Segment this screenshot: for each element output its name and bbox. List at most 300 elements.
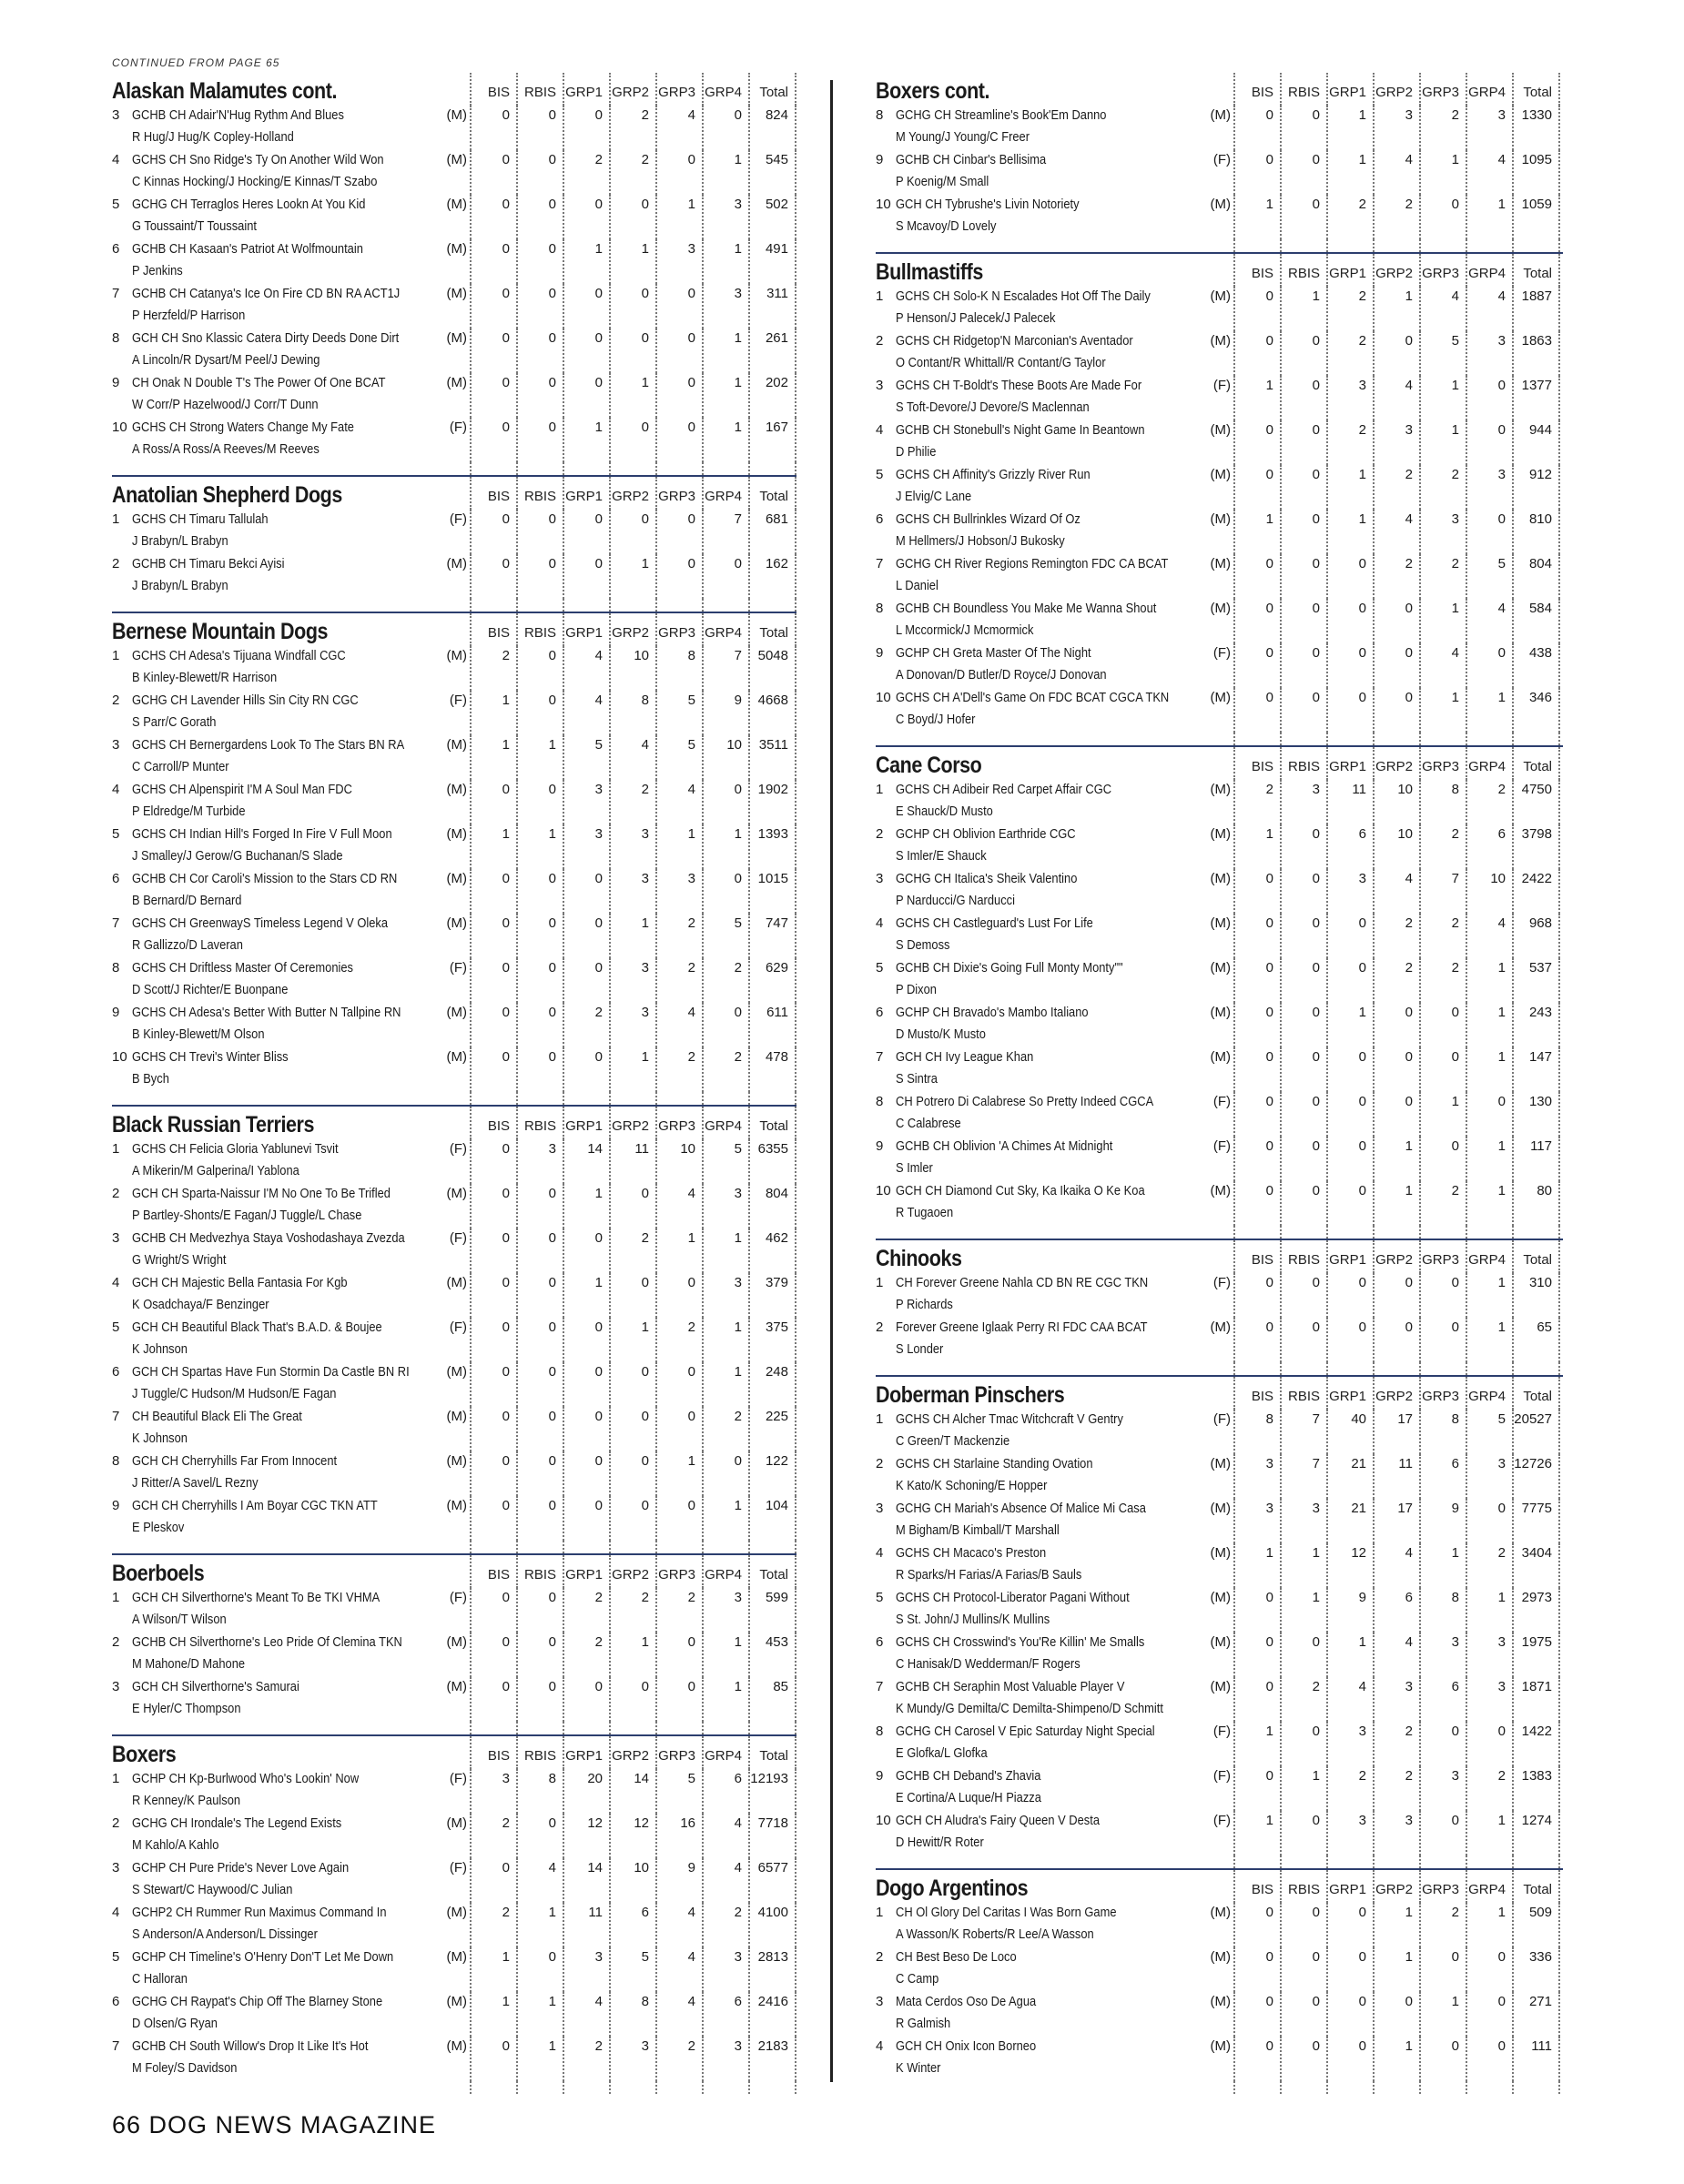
stat-grp4: 0 xyxy=(702,869,748,914)
stat-total: 147 xyxy=(1512,1047,1560,1092)
section-spacer xyxy=(876,1226,1563,1239)
stat-grp4: 1 xyxy=(702,1362,748,1407)
owners: M Young/J Young/C Freer xyxy=(896,129,1030,145)
stat-grp3: 2 xyxy=(655,958,702,1003)
owners: A Ross/A Ross/A Reeves/M Reeves xyxy=(132,441,320,457)
column-rule xyxy=(516,2081,563,2094)
stat-grp4: 1 xyxy=(702,329,748,373)
stat-grp2: 0 xyxy=(1373,643,1419,688)
dog-name: GCHS CH Alcher Tmac Witchcraft V Gentry xyxy=(896,1411,1123,1427)
rank-number: 10 xyxy=(876,197,891,212)
stat-headers xyxy=(1233,1240,1563,1273)
stat-grp4: 1 xyxy=(702,1228,748,1273)
ranking-entry xyxy=(112,1769,796,1814)
stat-bis: 0 xyxy=(1233,869,1280,914)
stat-values xyxy=(470,735,796,780)
stat-trail xyxy=(470,1092,796,1105)
column-rule xyxy=(1419,1362,1466,1375)
dog-name: GCHP2 CH Rummer Run Maximus Command In xyxy=(132,1905,387,1920)
stat-grp1: 0 xyxy=(1326,1992,1373,2037)
stat-rbis: 0 xyxy=(1280,869,1326,914)
stat-bis: 0 xyxy=(1233,688,1280,733)
stat-values xyxy=(470,780,796,824)
stat-grp4: 1 xyxy=(702,1633,748,1677)
stat-grp3: 0 xyxy=(1419,195,1466,239)
stat-rbis: 0 xyxy=(1280,1318,1326,1362)
header-bis: BIS xyxy=(470,73,516,106)
stat-grp4: 3 xyxy=(1466,331,1512,376)
stat-grp2: 4 xyxy=(1373,150,1419,195)
stat-bis: 0 xyxy=(1233,1003,1280,1047)
sex-label: (M) xyxy=(1210,690,1231,705)
stat-grp4: 1 xyxy=(1466,1811,1512,1855)
stat-grp1: 0 xyxy=(563,958,609,1003)
owners: P Dixon xyxy=(896,982,937,997)
stat-bis: 8 xyxy=(1233,1410,1280,1454)
stat-bis: 0 xyxy=(470,1451,516,1496)
stat-grp2: 2 xyxy=(1373,1722,1419,1766)
stat-grp4: 3 xyxy=(702,1273,748,1318)
stat-grp1: 3 xyxy=(1326,869,1373,914)
stat-bis: 0 xyxy=(1233,554,1280,599)
stat-values xyxy=(470,284,796,329)
stat-grp3: 1 xyxy=(1419,1992,1466,2037)
stat-headers xyxy=(470,1107,796,1139)
owners: E Pleskov xyxy=(132,1520,185,1535)
rank-number: 2 xyxy=(112,1634,120,1650)
stat-headers xyxy=(1233,254,1563,287)
owners: P Narducci/G Narducci xyxy=(896,893,1015,908)
dog-name: GCH CH Tybrushe's Livin Notoriety xyxy=(896,197,1080,212)
stat-rbis: 0 xyxy=(1280,824,1326,869)
section-spacer xyxy=(876,1362,1563,1375)
owners: S Imler xyxy=(896,1160,933,1176)
ranking-entry xyxy=(876,958,1563,1003)
stat-trail xyxy=(1233,239,1563,252)
sex-label: (M) xyxy=(1210,197,1231,212)
header-bis: BIS xyxy=(470,477,516,510)
rank-number: 2 xyxy=(876,826,884,842)
owners: C Green/T Mackenzie xyxy=(896,1433,1010,1449)
stat-rbis: 0 xyxy=(516,1047,563,1092)
rank-number: 6 xyxy=(876,1634,884,1650)
stat-grp1: 0 xyxy=(563,1047,609,1092)
stat-total: 4100 xyxy=(748,1903,796,1947)
stat-bis: 0 xyxy=(470,1273,516,1318)
stat-grp2: 3 xyxy=(609,1003,655,1047)
stat-grp2: 0 xyxy=(1373,599,1419,643)
stat-rbis: 0 xyxy=(516,554,563,599)
dog-name: GCH CH Onix Icon Borneo xyxy=(896,2038,1037,2054)
rank-number: 3 xyxy=(112,737,120,753)
ranking-entry xyxy=(876,1677,1563,1722)
stat-grp1: 9 xyxy=(1326,1588,1373,1633)
header-total: Total xyxy=(1512,73,1560,106)
stat-grp2: 0 xyxy=(1373,1273,1419,1318)
section-header xyxy=(112,477,796,510)
breed-title: Boxers xyxy=(112,1742,177,1767)
section-header xyxy=(112,1736,796,1769)
stat-grp1: 12 xyxy=(563,1814,609,1858)
stat-bis: 0 xyxy=(1233,1273,1280,1318)
ranking-entry xyxy=(112,1903,796,1947)
owners: C Halloran xyxy=(132,1971,188,1987)
stat-grp4: 2 xyxy=(702,1903,748,1947)
stat-total: 629 xyxy=(748,958,796,1003)
stat-grp3: 2 xyxy=(1419,106,1466,150)
column-rule xyxy=(1419,1855,1466,1868)
stat-grp4: 1 xyxy=(702,373,748,418)
stat-grp4: 3 xyxy=(1466,465,1512,510)
column-rule xyxy=(516,599,563,612)
ranking-entry xyxy=(112,1139,796,1184)
header-grp3: GRP3 xyxy=(1419,1870,1466,1903)
stat-grp2: 0 xyxy=(609,284,655,329)
stat-bis: 0 xyxy=(470,284,516,329)
stat-grp1: 0 xyxy=(1326,599,1373,643)
breed-title: Dogo Argentinos xyxy=(876,1876,1029,1901)
owners: B Kinley-Blewett/M Olson xyxy=(132,1026,265,1042)
stat-grp2: 2 xyxy=(609,150,655,195)
owners: S St. John/J Mullins/K Mullins xyxy=(896,1612,1050,1627)
stat-rbis: 0 xyxy=(516,1677,563,1722)
stat-values xyxy=(1233,1003,1563,1047)
owners: B Kinley-Blewett/R Harrison xyxy=(132,670,278,685)
section-spacer xyxy=(876,733,1563,745)
stat-values xyxy=(1233,287,1563,331)
stat-grp1: 6 xyxy=(1326,824,1373,869)
stat-total: 167 xyxy=(748,418,796,462)
dog-name: GCHS CH Protocol-Liberator Pagani Without xyxy=(896,1590,1130,1605)
ranking-entry xyxy=(876,420,1563,465)
stat-rbis: 3 xyxy=(1280,780,1326,824)
rank-number: 1 xyxy=(876,1411,884,1427)
dog-name: GCHB CH Catanya's Ice On Fire CD BN RA ACT1J xyxy=(132,286,401,301)
stat-total: 4668 xyxy=(748,691,796,735)
ranking-entry xyxy=(112,1273,796,1318)
stat-values xyxy=(1233,1722,1563,1766)
column-rule xyxy=(702,1092,748,1105)
owners: R Sparks/H Farias/A Farias/B Sauls xyxy=(896,1567,1082,1582)
stat-grp4: 1 xyxy=(702,1677,748,1722)
stat-grp1: 0 xyxy=(563,1451,609,1496)
stat-grp1: 1 xyxy=(1326,1003,1373,1047)
owners: E Shauck/D Musto xyxy=(896,804,993,819)
right-column xyxy=(876,73,1563,2094)
stat-values xyxy=(1233,958,1563,1003)
stat-total: 537 xyxy=(1512,958,1560,1003)
owners: R Tugaoen xyxy=(896,1205,954,1220)
stat-grp2: 0 xyxy=(1373,331,1419,376)
stat-total: 336 xyxy=(1512,1947,1560,1992)
column-rule xyxy=(1373,1855,1419,1868)
stat-bis: 0 xyxy=(470,1184,516,1228)
stat-grp2: 2 xyxy=(1373,554,1419,599)
breed-title: Cane Corso xyxy=(876,753,982,778)
column-rule xyxy=(609,599,655,612)
stat-grp2: 1 xyxy=(1373,1903,1419,1947)
header-total: Total xyxy=(748,1555,796,1588)
stat-grp1: 0 xyxy=(563,106,609,150)
header-grp4: GRP4 xyxy=(702,613,748,646)
sex-label: (M) xyxy=(446,2038,467,2054)
sex-label: (M) xyxy=(1210,915,1231,931)
header-grp1: GRP1 xyxy=(563,613,609,646)
stat-rbis: 0 xyxy=(1280,643,1326,688)
dog-name: CH Beautiful Black Eli The Great xyxy=(132,1409,302,1424)
stat-total: 12193 xyxy=(748,1769,796,1814)
dog-name: GCHP CH Pure Pride's Never Love Again xyxy=(132,1860,350,1876)
stat-grp2: 10 xyxy=(609,646,655,691)
rank-number: 5 xyxy=(112,1949,120,1965)
column-rule xyxy=(1512,239,1560,252)
stat-rbis: 0 xyxy=(1280,688,1326,733)
sex-label: (M) xyxy=(1210,2038,1231,2054)
ranking-entry xyxy=(876,780,1563,824)
breed-title: Doberman Pinschers xyxy=(876,1382,1065,1408)
dog-name: GCHB CH Dixie's Going Full Monty Monty"" xyxy=(896,960,1123,976)
column-rule xyxy=(1512,1855,1560,1868)
ranking-entry xyxy=(112,418,796,462)
header-rbis: RBIS xyxy=(516,73,563,106)
stat-grp4: 1 xyxy=(702,150,748,195)
stat-total: 7775 xyxy=(1512,1499,1560,1543)
rank-number: 10 xyxy=(112,1049,127,1065)
header-grp3: GRP3 xyxy=(1419,1240,1466,1273)
rank-number: 5 xyxy=(876,467,884,482)
stat-values xyxy=(1233,643,1563,688)
stat-values xyxy=(470,150,796,195)
stat-bis: 0 xyxy=(470,373,516,418)
sex-label: (F) xyxy=(449,1230,467,1246)
rank-number: 3 xyxy=(112,107,120,123)
stat-grp3: 2 xyxy=(1419,465,1466,510)
sex-label: (M) xyxy=(446,1049,467,1065)
stat-values xyxy=(1233,1092,1563,1137)
stat-bis: 0 xyxy=(1233,465,1280,510)
owners: K Mundy/G Demilta/C Demilta-Shimpeno/D Schmitt xyxy=(896,1701,1163,1716)
stat-trail xyxy=(1233,2081,1563,2094)
ranking-entry xyxy=(112,735,796,780)
stat-grp4: 7 xyxy=(702,510,748,554)
stat-grp3: 4 xyxy=(655,1992,702,2037)
header-grp4: GRP4 xyxy=(702,1107,748,1139)
column-rule xyxy=(1466,239,1512,252)
column-rule xyxy=(516,1722,563,1734)
dog-name: GCHG CH Carosel V Epic Saturday Night Special xyxy=(896,1724,1155,1739)
rank-number: 3 xyxy=(112,1679,120,1694)
header-rbis: RBIS xyxy=(1280,1870,1326,1903)
stat-values xyxy=(1233,869,1563,914)
rank-number: 6 xyxy=(112,871,120,886)
ranking-entry xyxy=(876,1499,1563,1543)
stat-values xyxy=(1233,554,1563,599)
column-rule xyxy=(1512,2081,1560,2094)
stat-grp4: 0 xyxy=(1466,1092,1512,1137)
stat-values xyxy=(1233,1410,1563,1454)
ranking-entry xyxy=(112,1362,796,1407)
sex-label: (M) xyxy=(1210,467,1231,482)
rank-number: 6 xyxy=(112,1994,120,2009)
stat-grp1: 0 xyxy=(1326,1903,1373,1947)
rank-number: 5 xyxy=(112,826,120,842)
stat-grp2: 3 xyxy=(609,958,655,1003)
stat-bis: 0 xyxy=(470,1362,516,1407)
ranking-entry xyxy=(876,824,1563,869)
header-grp4: GRP4 xyxy=(702,1736,748,1769)
stat-total: 462 xyxy=(748,1228,796,1273)
column-rule xyxy=(563,462,609,475)
column-rule xyxy=(516,1092,563,1105)
stat-grp3: 0 xyxy=(655,373,702,418)
continued-label: CONTINUED FROM PAGE 65 xyxy=(112,56,280,69)
stat-rbis: 0 xyxy=(1280,1181,1326,1226)
rank-number: 1 xyxy=(112,1141,120,1157)
stat-rbis: 0 xyxy=(1280,331,1326,376)
stat-grp4: 1 xyxy=(702,239,748,284)
stat-grp2: 0 xyxy=(1373,1092,1419,1137)
stat-grp1: 40 xyxy=(1326,1410,1373,1454)
stat-total: 1887 xyxy=(1512,287,1560,331)
stat-grp1: 0 xyxy=(1326,1318,1373,1362)
stat-rbis: 1 xyxy=(516,824,563,869)
ranking-entry xyxy=(876,1318,1563,1362)
rank-number: 9 xyxy=(112,375,120,390)
sex-label: (M) xyxy=(1210,288,1231,304)
stat-grp3: 1 xyxy=(655,1451,702,1496)
dog-name: GCHS CH Castleguard's Lust For Life xyxy=(896,915,1093,931)
owners: K Johnson xyxy=(132,1431,188,1446)
stat-grp4: 6 xyxy=(1466,824,1512,869)
stat-grp2: 6 xyxy=(1373,1588,1419,1633)
stat-grp1: 0 xyxy=(1326,1137,1373,1181)
stat-grp4: 0 xyxy=(1466,1992,1512,2037)
sex-label: (M) xyxy=(446,871,467,886)
dog-name: GCH CH Majestic Bella Fantasia For Kgb xyxy=(132,1275,348,1290)
header-rbis: RBIS xyxy=(516,1555,563,1588)
stat-bis: 0 xyxy=(1233,1181,1280,1226)
stat-values xyxy=(470,1947,796,1992)
owners: M Foley/S Davidson xyxy=(132,2060,238,2076)
owners: L Daniel xyxy=(896,578,938,593)
ranking-entry xyxy=(112,1184,796,1228)
stat-values xyxy=(1233,1588,1563,1633)
rank-number: 9 xyxy=(112,1498,120,1513)
ranking-entry xyxy=(112,958,796,1003)
stat-values xyxy=(470,1496,796,1541)
stat-grp1: 2 xyxy=(563,2037,609,2081)
rank-number: 9 xyxy=(876,152,884,167)
stat-values xyxy=(1233,331,1563,376)
breed-section xyxy=(876,745,1563,1239)
owners: B Bych xyxy=(132,1071,169,1087)
dog-name: GCHB CH Oblivion 'A Chimes At Midnight xyxy=(896,1138,1113,1154)
stat-values xyxy=(470,329,796,373)
header-grp2: GRP2 xyxy=(609,613,655,646)
dog-name: GCHP CH Timeline's O'Henry Don'T Let Me Down xyxy=(132,1949,394,1965)
owners: E Hyler/C Thompson xyxy=(132,1701,241,1716)
sex-label: (M) xyxy=(446,1949,467,1965)
stat-bis: 1 xyxy=(1233,1722,1280,1766)
stat-rbis: 2 xyxy=(1280,1677,1326,1722)
stat-grp4: 0 xyxy=(702,1451,748,1496)
column-rule xyxy=(1466,2081,1512,2094)
ranking-entry xyxy=(876,510,1563,554)
owners: C Carroll/P Munter xyxy=(132,759,229,774)
stat-values xyxy=(470,1769,796,1814)
stat-total: 243 xyxy=(1512,1003,1560,1047)
header-grp1: GRP1 xyxy=(1326,1377,1373,1410)
owners: R Gallizzo/D Laveran xyxy=(132,937,243,953)
column-rule xyxy=(1419,733,1466,745)
dog-name: GCHS CH Crosswind's You'Re Killin' Me Smalls xyxy=(896,1634,1145,1650)
stat-grp4: 1 xyxy=(1466,1588,1512,1633)
stat-grp3: 0 xyxy=(655,1407,702,1451)
stat-grp2: 0 xyxy=(609,418,655,462)
stat-values xyxy=(470,1318,796,1362)
stat-values xyxy=(1233,510,1563,554)
stat-grp1: 0 xyxy=(563,284,609,329)
stat-total: 7718 xyxy=(748,1814,796,1858)
stat-total: 3404 xyxy=(1512,1543,1560,1588)
section-header xyxy=(876,747,1563,780)
column-rule xyxy=(1512,733,1560,745)
column-rule xyxy=(1326,1226,1373,1239)
ranking-entry xyxy=(112,1947,796,1992)
stat-grp3: 5 xyxy=(655,691,702,735)
stat-grp1: 0 xyxy=(563,510,609,554)
ranking-entry xyxy=(112,510,796,554)
header-bis: BIS xyxy=(1233,73,1280,106)
ranking-entry xyxy=(112,1677,796,1722)
owners: P Eldredge/M Turbide xyxy=(132,804,246,819)
dog-name: GCHS CH Bullrinkles Wizard Of Oz xyxy=(896,511,1080,527)
stat-grp1: 2 xyxy=(1326,331,1373,376)
column-rule xyxy=(470,2081,516,2094)
rank-number: 3 xyxy=(876,1501,884,1516)
stat-grp3: 2 xyxy=(655,1318,702,1362)
stat-grp4: 0 xyxy=(1466,643,1512,688)
stat-rbis: 4 xyxy=(516,1858,563,1903)
header-grp4: GRP4 xyxy=(1466,747,1512,780)
stat-values xyxy=(1233,780,1563,824)
stat-headers xyxy=(1233,73,1563,106)
header-grp4: GRP4 xyxy=(1466,1377,1512,1410)
stat-bis: 0 xyxy=(1233,1903,1280,1947)
dog-name: GCHP CH Greta Master Of The Night xyxy=(896,645,1091,661)
stat-grp2: 5 xyxy=(609,1947,655,1992)
owners: C Boyd/J Hofer xyxy=(896,712,976,727)
stat-grp1: 2 xyxy=(1326,287,1373,331)
header-grp1: GRP1 xyxy=(563,477,609,510)
dog-name: GCHB CH Medvezhya Staya Voshodashaya Zvezda xyxy=(132,1230,405,1246)
stat-grp4: 4 xyxy=(1466,599,1512,643)
owners: S Sintra xyxy=(896,1071,938,1087)
sex-label: (F) xyxy=(449,1771,467,1786)
stat-grp2: 4 xyxy=(1373,376,1419,420)
stat-rbis: 0 xyxy=(1280,420,1326,465)
ranking-entry xyxy=(876,1181,1563,1226)
sex-label: (F) xyxy=(1212,1768,1231,1784)
stat-rbis: 0 xyxy=(516,195,563,239)
rank-number: 5 xyxy=(876,960,884,976)
rank-number: 1 xyxy=(112,511,120,527)
stat-values xyxy=(470,1633,796,1677)
stat-grp3: 0 xyxy=(1419,2037,1466,2081)
stat-grp4: 1 xyxy=(1466,1137,1512,1181)
sex-label: (M) xyxy=(446,286,467,301)
dog-name: GCHB CH Silverthorne's Leo Pride Of Clemina TKN xyxy=(132,1634,402,1650)
